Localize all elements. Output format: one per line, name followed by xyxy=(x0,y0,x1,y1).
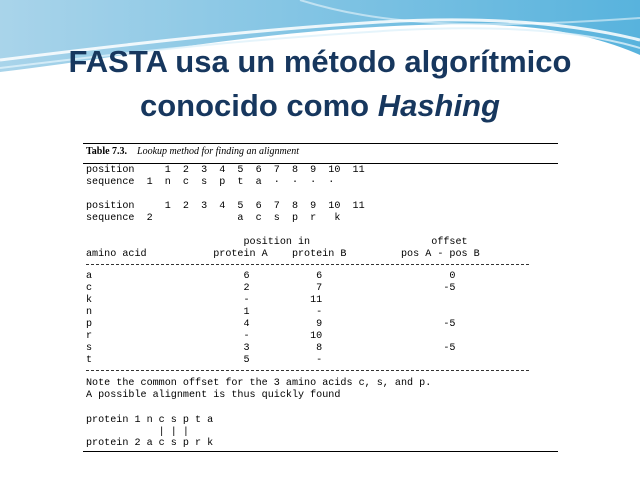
slide-title-line-1: FASTA usa un método algorítmico xyxy=(68,44,572,79)
table-caption xyxy=(86,146,299,157)
table-bottom-rule xyxy=(83,451,558,452)
seq2-position-line: position 1 2 3 4 5 6 7 8 9 10 11 xyxy=(86,201,365,212)
note-line-2: A possible alignment is thus quickly found xyxy=(86,390,341,401)
table-row: k - 11 xyxy=(86,295,323,306)
slide-title xyxy=(0,40,640,128)
table-header-line-2: amino acid protein A protein B pos A - pos B xyxy=(86,249,480,260)
table-caption-text: Lookup method for finding an alignment xyxy=(137,146,299,157)
seq2-sequence-line: sequence 2 a c s p r k xyxy=(86,213,341,224)
slide-title-emphasis: Hashing xyxy=(377,88,500,123)
table-caption-rule xyxy=(83,163,558,164)
table-row: r - 10 xyxy=(86,331,323,342)
alignment-protein-2: protein 2 a c s p r k xyxy=(86,438,214,449)
table-row: a 6 6 0 xyxy=(86,271,456,282)
table-row: p 4 9 -5 xyxy=(86,319,456,330)
table-header-line-1: position in offset xyxy=(86,237,468,248)
table-row: t 5 - xyxy=(86,355,323,366)
table-row: c 2 7 -5 xyxy=(86,283,456,294)
seq1-position-line: position 1 2 3 4 5 6 7 8 9 10 11 xyxy=(86,165,365,176)
table-footer-divider xyxy=(86,370,529,371)
table-caption-number: Table 7.3. xyxy=(86,146,128,157)
slide-title-line-2 xyxy=(0,84,640,128)
table-header-divider xyxy=(86,264,529,265)
table-row: n 1 - xyxy=(86,307,323,318)
table-row: s 3 8 -5 xyxy=(86,343,456,354)
alignment-match-bars: | | | xyxy=(86,427,189,438)
note-line-1: Note the common offset for the 3 amino acids c, s, and p. xyxy=(86,378,432,389)
table-top-rule xyxy=(83,143,558,144)
seq1-sequence-line: sequence 1 n c s p t a · · · · xyxy=(86,177,335,188)
slide-title-text: conocido como xyxy=(140,88,378,123)
lookup-table-figure xyxy=(78,138,564,458)
alignment-protein-1: protein 1 n c s p t a xyxy=(86,415,214,426)
